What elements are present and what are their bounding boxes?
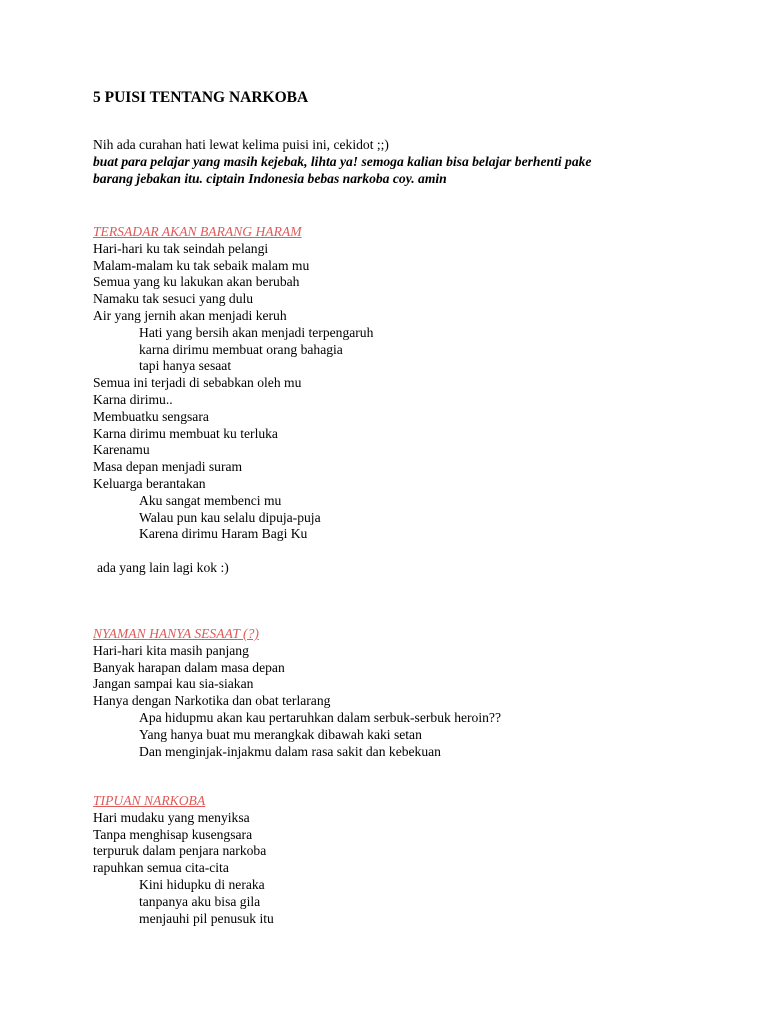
intro-line: Nih ada curahan hati lewat kelima puisi ini, cekidot ;;) [93, 137, 389, 152]
poem-line: Hanya dengan Narkotika dan obat terlarang [93, 693, 331, 709]
poem-line: Karena dirimu Haram Bagi Ku [139, 526, 308, 542]
poem-line: Kini hidupku di neraka [139, 876, 265, 892]
poem-line: Tanpa menghisap kusengsara [93, 826, 253, 842]
poem-tipuan [93, 793, 733, 927]
poem-line: Banyak harapan dalam masa depan [93, 659, 285, 675]
poem-line: Karna dirimu membuat ku terluka [93, 425, 278, 441]
poem-nyaman [93, 626, 733, 760]
poem-line: Namaku tak sesuci yang dulu [93, 291, 254, 307]
poem-line: Malam-malam ku tak sebaik malam mu [93, 257, 310, 273]
poem-line: Hari-hari ku tak seindah pelangi [93, 240, 269, 256]
poem-title: TIPUAN NARKOBA [93, 793, 206, 808]
poem-line: Hari mudaku yang menyiksa [93, 809, 250, 825]
poem-line: Karenamu [93, 442, 150, 458]
intro-line-emphasis: buat para pelajar yang masih kejebak, lihta ya! semoga kalian bisa belajar berhenti pake [93, 153, 592, 169]
poem-line: Dan menginjak-injakmu dalam rasa sakit dan kebekuan [139, 743, 441, 759]
poem-line: tanpanya aku bisa gila [139, 893, 261, 909]
poem-line: Hati yang bersih akan menjadi terpengaruh [139, 324, 374, 340]
document-title: 5 PUISI TENTANG NARKOBA [93, 89, 309, 106]
poem-line: Apa hidupmu akan kau pertaruhkan dalam serbuk-serbuk heroin?? [139, 709, 501, 725]
poem-line: Keluarga berantakan [93, 475, 206, 491]
poem-line: menjauhi pil penusuk itu [139, 910, 274, 926]
aside-note: ada yang lain lagi kok :) [97, 560, 229, 575]
poem-line: Karna dirimu.. [93, 391, 173, 407]
poem-line: Yang hanya buat mu merangkak dibawah kaki setan [139, 726, 422, 742]
intro-line-emphasis: barang jebakan itu. ciptain Indonesia bebas narkoba coy. amin [93, 170, 447, 186]
poem-title: TERSADAR AKAN BARANG HARAM [93, 224, 302, 239]
poem-line: Jangan sampai kau sia-siakan [93, 676, 254, 692]
poem-line: tapi hanya sesaat [139, 358, 232, 374]
poem-tersadar [93, 224, 733, 543]
poem-line: rapuhkan semua cita-cita [93, 860, 229, 876]
poem-line: karna dirimu membuat orang bahagia [139, 341, 343, 357]
poem-line: Semua yang ku lakukan akan berubah [93, 274, 300, 290]
poem-line: terpuruk dalam penjara narkoba [93, 843, 267, 859]
poem-title: NYAMAN HANYA SESAAT (?) [93, 626, 259, 641]
intro-paragraph [93, 137, 733, 187]
poem-line: Walau pun kau selalu dipuja-puja [139, 509, 321, 525]
poem-line: Masa depan menjadi suram [93, 459, 243, 475]
poem-line: Air yang jernih akan menjadi keruh [93, 307, 287, 323]
poem-line: Semua ini terjadi di sebabkan oleh mu [93, 375, 302, 391]
poem-line: Aku sangat membenci mu [139, 492, 282, 508]
poem-line: Hari-hari kita masih panjang [93, 642, 249, 658]
poem-line: Membuatku sengsara [93, 408, 209, 424]
